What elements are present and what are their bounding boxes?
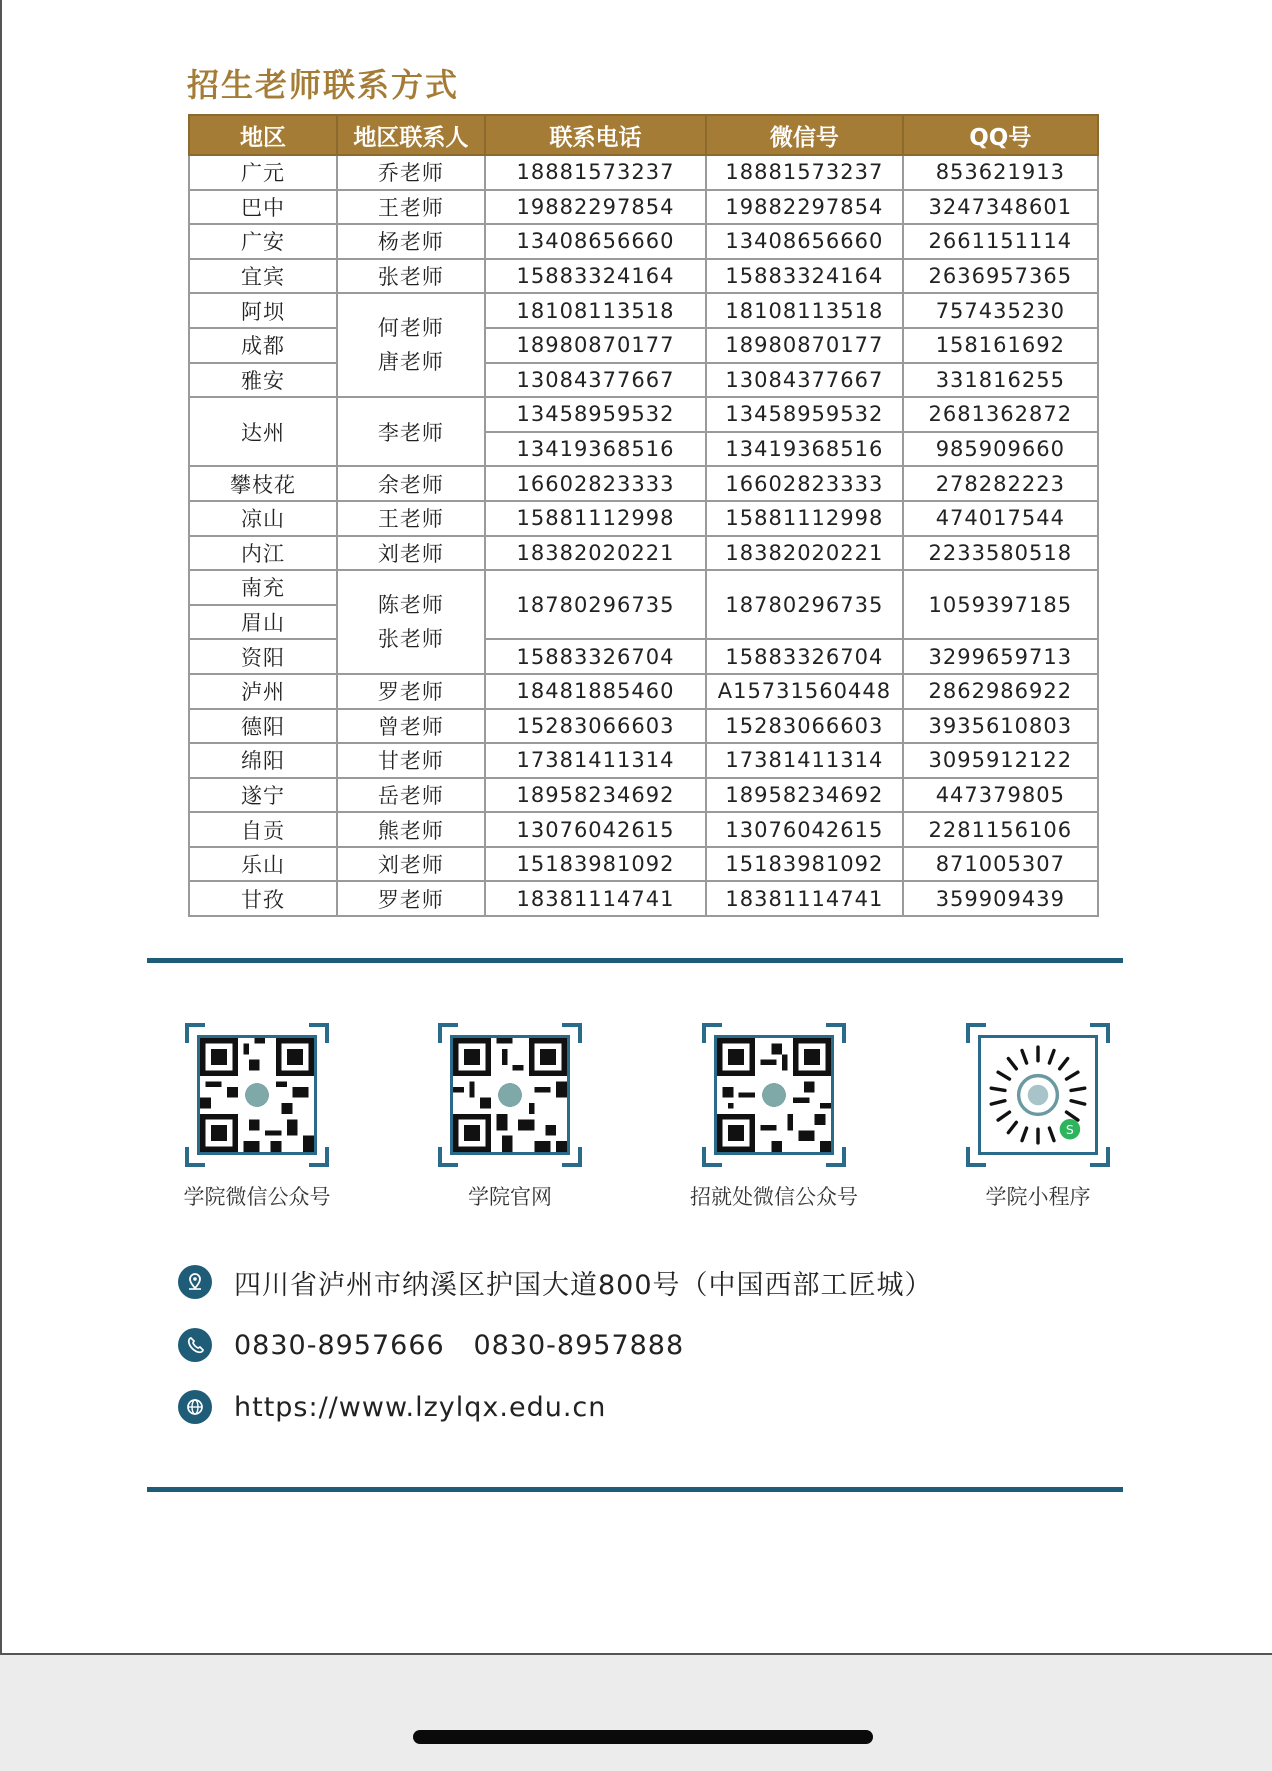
qr-label: 学院官网	[468, 1185, 552, 1209]
qr-code-icon	[450, 1035, 570, 1155]
contact-cell: 岳老师	[337, 778, 485, 813]
region-cell: 眉山	[189, 605, 337, 640]
region-cell: 甘孜	[189, 881, 337, 916]
divider-bottom	[147, 1487, 1123, 1492]
qr-college-wechat[interactable]	[157, 1023, 357, 1211]
qq-cell: 331816255	[903, 363, 1098, 398]
phone-cell: 15881112998	[485, 501, 706, 536]
qq-cell: 3299659713	[903, 639, 1098, 674]
region-cell: 宜宾	[189, 259, 337, 294]
contact-name: 何老师	[377, 316, 444, 341]
phone-cell: 15283066603	[485, 709, 706, 744]
qq-cell: 3095912122	[903, 743, 1098, 778]
wechat-cell: 15881112998	[706, 501, 902, 536]
contact-cell: 曾老师	[337, 709, 485, 744]
qq-cell: 447379805	[903, 778, 1098, 813]
contact-name: 唐老师	[377, 350, 444, 375]
wechat-cell: 13076042615	[706, 812, 902, 847]
qr-frame	[438, 1023, 582, 1167]
contact-cell-merged	[337, 293, 485, 397]
table-row	[189, 328, 1098, 363]
region-cell: 攀枝花	[189, 466, 337, 501]
region-cell: 乐山	[189, 847, 337, 882]
qq-cell: 3247348601	[903, 190, 1098, 225]
qq-cell: 985909660	[903, 432, 1098, 467]
wechat-cell: 15283066603	[706, 709, 902, 744]
table-row	[189, 639, 1098, 674]
qr-label: 学院小程序	[985, 1185, 1091, 1209]
table-row	[189, 743, 1098, 778]
table-row	[189, 881, 1098, 916]
phone-cell: 18382020221	[485, 536, 706, 571]
divider-top	[147, 958, 1123, 963]
table-row	[189, 709, 1098, 744]
region-cell-merged: 达州	[189, 397, 337, 466]
contact-cell: 张老师	[337, 259, 485, 294]
header-phone: 联系电话	[485, 115, 706, 155]
location-pin-icon	[178, 1265, 212, 1299]
region-cell: 雅安	[189, 363, 337, 398]
qq-cell: 2281156106	[903, 812, 1098, 847]
qq-cell: 2661151114	[903, 224, 1098, 259]
qq-cell: 757435230	[903, 293, 1098, 328]
qr-label: 学院微信公众号	[183, 1185, 331, 1209]
qq-cell: 2862986922	[903, 674, 1098, 709]
header-region: 地区	[189, 115, 337, 155]
table-row	[189, 155, 1098, 190]
phone-cell: 17381411314	[485, 743, 706, 778]
phone-cell: 18958234692	[485, 778, 706, 813]
region-cell: 阿坝	[189, 293, 337, 328]
phone-cell: 18481885460	[485, 674, 706, 709]
contact-cell: 罗老师	[337, 881, 485, 916]
table-row	[189, 536, 1098, 571]
website-row	[178, 1387, 606, 1427]
wechat-cell: 15183981092	[706, 847, 902, 882]
table-row	[189, 397, 1098, 432]
qr-college-website[interactable]	[410, 1023, 610, 1211]
wechat-cell: 15883326704	[706, 639, 902, 674]
qr-mini-program[interactable]	[938, 1023, 1138, 1211]
home-indicator[interactable]	[413, 1730, 873, 1744]
phone-cell: 15183981092	[485, 847, 706, 882]
qr-code-icon	[714, 1035, 834, 1155]
qq-cell: 158161692	[903, 328, 1098, 363]
phone-cell: 13076042615	[485, 812, 706, 847]
wechat-cell: 17381411314	[706, 743, 902, 778]
qq-cell: 871005307	[903, 847, 1098, 882]
qq-cell: 359909439	[903, 881, 1098, 916]
contact-table	[188, 114, 1099, 917]
phone-numbers-text: 0830-8957666 0830-8957888	[234, 1329, 685, 1361]
wechat-cell: 16602823333	[706, 466, 902, 501]
wechat-cell: 18381114741	[706, 881, 902, 916]
wechat-cell: 15883324164	[706, 259, 902, 294]
contact-cell: 杨老师	[337, 224, 485, 259]
phone-cell: 18881573237	[485, 155, 706, 190]
qr-frame	[185, 1023, 329, 1167]
wechat-cell: 18881573237	[706, 155, 902, 190]
contact-cell: 刘老师	[337, 536, 485, 571]
qr-frame	[702, 1023, 846, 1167]
table-row	[189, 466, 1098, 501]
wechat-cell: 18382020221	[706, 536, 902, 571]
region-cell: 自贡	[189, 812, 337, 847]
contact-cell: 刘老师	[337, 847, 485, 882]
phone-cell: 15883324164	[485, 259, 706, 294]
globe-icon	[178, 1390, 212, 1424]
region-cell: 内江	[189, 536, 337, 571]
wechat-cell: 19882297854	[706, 190, 902, 225]
contact-cell: 乔老师	[337, 155, 485, 190]
phone-cell: 18108113518	[485, 293, 706, 328]
qq-cell: 1059397185	[903, 570, 1098, 639]
table-row	[189, 293, 1098, 328]
table-row	[189, 224, 1098, 259]
table-row	[189, 190, 1098, 225]
region-cell: 遂宁	[189, 778, 337, 813]
phone-cell: 15883326704	[485, 639, 706, 674]
qq-cell: 278282223	[903, 466, 1098, 501]
wechat-cell: 18980870177	[706, 328, 902, 363]
wechat-cell: 13419368516	[706, 432, 902, 467]
phone-cell: 13084377667	[485, 363, 706, 398]
qq-cell: 2681362872	[903, 397, 1098, 432]
contact-cell: 余老师	[337, 466, 485, 501]
qq-cell: 853621913	[903, 155, 1098, 190]
page-title: 招生老师联系方式	[187, 66, 460, 104]
contact-name: 张老师	[377, 627, 444, 652]
wechat-cell: 13408656660	[706, 224, 902, 259]
contact-cell-merged: 李老师	[337, 397, 485, 466]
wechat-cell: 18958234692	[706, 778, 902, 813]
region-cell: 泸州	[189, 674, 337, 709]
wechat-cell: 18780296735	[706, 570, 902, 639]
table-row	[189, 570, 1098, 605]
table-row	[189, 812, 1098, 847]
header-contact: 地区联系人	[337, 115, 485, 155]
region-cell: 广安	[189, 224, 337, 259]
address-text: 四川省泸州市纳溪区护国大道800号（中国西部工匠城）	[234, 1269, 933, 1301]
table-row	[189, 259, 1098, 294]
phone-cell: 18980870177	[485, 328, 706, 363]
phone-row	[178, 1325, 684, 1365]
region-cell: 巴中	[189, 190, 337, 225]
header-wechat: 微信号	[706, 115, 902, 155]
qq-cell: 3935610803	[903, 709, 1098, 744]
contact-cell: 王老师	[337, 190, 485, 225]
mini-program-code-icon	[978, 1035, 1098, 1155]
phone-cell: 13419368516	[485, 432, 706, 467]
contact-cell: 王老师	[337, 501, 485, 536]
table-row	[189, 674, 1098, 709]
table-row	[189, 363, 1098, 398]
phone-cell: 18780296735	[485, 570, 706, 639]
svg-text:S: S	[1065, 1121, 1074, 1137]
phone-cell: 16602823333	[485, 466, 706, 501]
contact-cell: 甘老师	[337, 743, 485, 778]
phone-cell: 13458959532	[485, 397, 706, 432]
region-cell: 资阳	[189, 639, 337, 674]
wechat-cell: 13084377667	[706, 363, 902, 398]
region-cell: 德阳	[189, 709, 337, 744]
qr-label: 招就处微信公众号	[690, 1185, 858, 1209]
phone-cell: 18381114741	[485, 881, 706, 916]
wechat-cell: 13458959532	[706, 397, 902, 432]
phone-cell: 13408656660	[485, 224, 706, 259]
qr-admissions-wechat[interactable]	[674, 1023, 874, 1211]
qq-cell: 2233580518	[903, 536, 1098, 571]
website-link[interactable]: https://www.lzylqx.edu.cn	[234, 1391, 607, 1423]
wechat-cell: 18108113518	[706, 293, 902, 328]
header-qq: QQ号	[903, 115, 1098, 155]
qq-cell: 2636957365	[903, 259, 1098, 294]
contact-cell: 熊老师	[337, 812, 485, 847]
address-row	[178, 1262, 933, 1302]
qr-code-icon	[197, 1035, 317, 1155]
contact-name: 陈老师	[377, 593, 444, 618]
qr-frame	[966, 1023, 1110, 1167]
region-cell: 凉山	[189, 501, 337, 536]
phone-cell: 19882297854	[485, 190, 706, 225]
phone-icon	[178, 1328, 212, 1362]
region-cell: 成都	[189, 328, 337, 363]
table-row	[189, 778, 1098, 813]
table-header-row	[189, 115, 1098, 155]
table-row	[189, 847, 1098, 882]
table-row	[189, 501, 1098, 536]
contact-cell: 罗老师	[337, 674, 485, 709]
region-cell: 广元	[189, 155, 337, 190]
contact-cell-merged	[337, 570, 485, 674]
region-cell: 南充	[189, 570, 337, 605]
region-cell: 绵阳	[189, 743, 337, 778]
qq-cell: 474017544	[903, 501, 1098, 536]
wechat-cell: A15731560448	[706, 674, 902, 709]
